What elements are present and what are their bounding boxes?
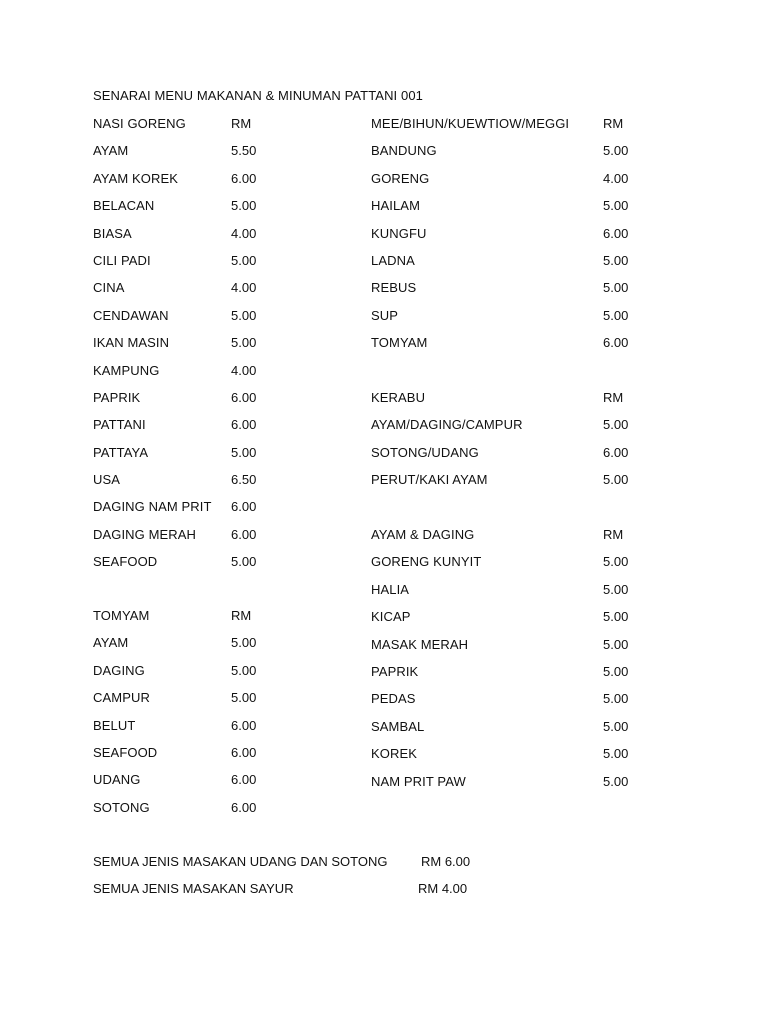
menu-item-price: 5.00 bbox=[603, 307, 629, 323]
menu-item bbox=[93, 634, 393, 661]
menu-item-price: 5.00 bbox=[231, 198, 257, 214]
menu-item bbox=[371, 334, 671, 361]
menu-item bbox=[371, 663, 671, 690]
menu-item-price: 5.00 bbox=[231, 554, 257, 570]
section-heading: KERABU bbox=[371, 390, 426, 405]
menu-item-price: 5.00 bbox=[231, 635, 257, 651]
menu-item-price: 5.00 bbox=[603, 663, 629, 679]
menu-item bbox=[93, 416, 393, 443]
menu-item-name: LADNA bbox=[371, 252, 415, 268]
menu-item-price: 5.00 bbox=[231, 252, 257, 268]
menu-item-name: UDANG bbox=[93, 772, 141, 788]
menu-item-name: SOTONG/UDANG bbox=[371, 444, 479, 460]
section-heading: AYAM & DAGING bbox=[371, 527, 475, 542]
menu-item bbox=[371, 252, 671, 279]
menu-item-name: PERUT/KAKI AYAM bbox=[371, 472, 488, 488]
menu-item-price: 6.00 bbox=[231, 499, 257, 515]
menu-item-price: 4.00 bbox=[603, 170, 629, 186]
menu-item-name: DAGING MERAH bbox=[93, 526, 197, 542]
menu-item-price: 5.00 bbox=[603, 773, 629, 789]
footer-note-price: RM 4.00 bbox=[418, 881, 468, 896]
menu-item-price: 6.00 bbox=[231, 717, 257, 733]
menu-item-name: DAGING NAM PRIT bbox=[93, 499, 212, 515]
menu-item bbox=[371, 471, 671, 498]
menu-item-name: TOMYAM bbox=[371, 335, 428, 351]
menu-item bbox=[93, 279, 393, 306]
menu-item bbox=[371, 416, 671, 443]
menu-item bbox=[93, 553, 393, 580]
menu-item-price: 5.00 bbox=[603, 198, 629, 214]
menu-item-price: 6.00 bbox=[231, 772, 257, 788]
menu-item-price: 5.00 bbox=[603, 143, 629, 159]
menu-item bbox=[371, 170, 671, 197]
menu-item-name: IKAN MASIN bbox=[93, 335, 170, 351]
menu-item-name: CINA bbox=[93, 280, 125, 296]
menu-item-name: CAMPUR bbox=[93, 690, 150, 706]
menu-item-price: 5.00 bbox=[231, 307, 257, 323]
menu-item-name: NAM PRIT PAW bbox=[371, 773, 466, 789]
section-kerabu bbox=[371, 389, 671, 499]
menu-item-price: 5.00 bbox=[603, 636, 629, 652]
menu-item-name: PATTAYA bbox=[93, 444, 149, 460]
menu-item-name: AYAM bbox=[93, 635, 129, 651]
menu-item bbox=[371, 690, 671, 717]
footer-note-label: SEMUA JENIS MASAKAN UDANG DAN SOTONG bbox=[93, 854, 388, 869]
menu-item bbox=[93, 799, 393, 826]
menu-item bbox=[371, 279, 671, 306]
menu-item bbox=[93, 362, 393, 389]
menu-item bbox=[93, 498, 393, 525]
menu-item bbox=[93, 717, 393, 744]
menu-item-name: GORENG KUNYIT bbox=[371, 554, 482, 570]
menu-item bbox=[93, 662, 393, 689]
menu-item bbox=[93, 444, 393, 471]
menu-item-name: SEAFOOD bbox=[93, 554, 158, 570]
menu-item-price: 5.00 bbox=[603, 746, 629, 762]
menu-item-name: SEAFOOD bbox=[93, 744, 158, 760]
section-header bbox=[371, 526, 671, 553]
section-header bbox=[371, 389, 671, 416]
menu-item-price: 6.00 bbox=[231, 417, 257, 433]
menu-item-price: 5.00 bbox=[603, 417, 629, 433]
section-nasi-goreng bbox=[93, 115, 393, 581]
menu-item bbox=[93, 771, 393, 798]
menu-item bbox=[93, 471, 393, 498]
menu-item-name: PAPRIK bbox=[371, 663, 419, 679]
menu-item-name: KAMPUNG bbox=[93, 362, 160, 378]
menu-item bbox=[371, 773, 671, 800]
menu-item-name: PATTANI bbox=[93, 417, 146, 433]
menu-item-name: REBUS bbox=[371, 280, 417, 296]
menu-item-price: 5.00 bbox=[603, 691, 629, 707]
menu-item bbox=[93, 225, 393, 252]
footer-note-label: SEMUA JENIS MASAKAN SAYUR bbox=[93, 881, 294, 896]
currency-label: RM bbox=[231, 608, 252, 623]
menu-item bbox=[371, 636, 671, 663]
currency-label: RM bbox=[231, 116, 252, 131]
menu-item-name: GORENG bbox=[371, 170, 430, 186]
menu-item-name: KICAP bbox=[371, 609, 411, 625]
menu-item-name: BELUT bbox=[93, 717, 136, 733]
menu-item-name: AYAM bbox=[93, 143, 129, 159]
menu-item bbox=[93, 170, 393, 197]
menu-item bbox=[371, 307, 671, 334]
menu-item-price: 6.00 bbox=[603, 225, 629, 241]
menu-item bbox=[93, 252, 393, 279]
menu-item-name: SAMBAL bbox=[371, 718, 425, 734]
menu-item-name: AYAM/DAGING/CAMPUR bbox=[371, 417, 523, 433]
menu-item-name: BIASA bbox=[93, 225, 132, 241]
menu-item bbox=[371, 608, 671, 635]
menu-item-name: BELACAN bbox=[93, 198, 155, 214]
menu-item-name: DAGING bbox=[93, 662, 145, 678]
menu-item-price: 4.00 bbox=[231, 362, 257, 378]
menu-item-price: 5.00 bbox=[603, 554, 629, 570]
menu-item bbox=[93, 526, 393, 553]
menu-item-name: SUP bbox=[371, 307, 399, 323]
menu-item-name: HAILAM bbox=[371, 198, 421, 214]
menu-item-price: 6.00 bbox=[231, 170, 257, 186]
menu-item-price: 6.00 bbox=[231, 799, 257, 815]
menu-item-price: 6.00 bbox=[603, 444, 629, 460]
footer-note-price: RM 6.00 bbox=[421, 854, 471, 869]
section-header bbox=[93, 115, 393, 142]
currency-label: RM bbox=[603, 390, 624, 405]
menu-item-price: 4.00 bbox=[231, 225, 257, 241]
menu-item-price: 4.00 bbox=[231, 280, 257, 296]
currency-label: RM bbox=[603, 116, 624, 131]
menu-item bbox=[371, 142, 671, 169]
menu-item bbox=[371, 718, 671, 745]
menu-item bbox=[93, 744, 393, 771]
menu-item-name: CENDAWAN bbox=[93, 307, 169, 323]
menu-item bbox=[93, 197, 393, 224]
menu-item-name: PEDAS bbox=[371, 691, 416, 707]
menu-item bbox=[371, 553, 671, 580]
menu-item-price: 6.00 bbox=[231, 389, 257, 405]
menu-item-name: MASAK MERAH bbox=[371, 636, 469, 652]
menu-item-name: KUNGFU bbox=[371, 225, 427, 241]
menu-item bbox=[371, 444, 671, 471]
menu-item bbox=[371, 225, 671, 252]
menu-item bbox=[371, 581, 671, 608]
menu-item-name: AYAM KOREK bbox=[93, 170, 179, 186]
menu-item bbox=[93, 334, 393, 361]
section-header bbox=[371, 115, 671, 142]
menu-item-price: 6.00 bbox=[231, 744, 257, 760]
menu-item-price: 5.00 bbox=[231, 690, 257, 706]
menu-item-price: 5.00 bbox=[603, 581, 629, 597]
section-ayam-daging bbox=[371, 526, 671, 800]
section-heading: NASI GORENG bbox=[93, 116, 186, 131]
menu-item-name: SOTONG bbox=[93, 799, 150, 815]
menu-item-price: 6.00 bbox=[231, 526, 257, 542]
page-title: SENARAI MENU MAKANAN & MINUMAN PATTANI 001 bbox=[93, 88, 423, 103]
menu-item bbox=[371, 197, 671, 224]
menu-item-name: KOREK bbox=[371, 746, 418, 762]
menu-item-price: 5.00 bbox=[603, 609, 629, 625]
menu-item-price: 6.00 bbox=[603, 335, 629, 351]
section-heading: TOMYAM bbox=[93, 608, 150, 623]
section-mee-bihun bbox=[371, 115, 671, 362]
menu-item bbox=[371, 745, 671, 772]
menu-item bbox=[93, 689, 393, 716]
menu-item-price: 5.00 bbox=[231, 335, 257, 351]
menu-item-price: 5.00 bbox=[603, 718, 629, 734]
menu-item-name: BANDUNG bbox=[371, 143, 437, 159]
menu-item-price: 5.00 bbox=[603, 252, 629, 268]
menu-item-price: 5.00 bbox=[603, 472, 629, 488]
menu-item-name: USA bbox=[93, 472, 121, 488]
menu-item-price: 5.00 bbox=[603, 280, 629, 296]
section-heading: MEE/BIHUN/KUEWTIOW/MEGGI bbox=[371, 116, 570, 131]
menu-item-name: HALIA bbox=[371, 581, 410, 597]
menu-item-price: 5.00 bbox=[231, 662, 257, 678]
menu-item-price: 5.00 bbox=[231, 444, 257, 460]
menu-item bbox=[93, 389, 393, 416]
menu-item-name: PAPRIK bbox=[93, 389, 141, 405]
menu-item-price: 6.50 bbox=[231, 472, 257, 488]
menu-item-name: CILI PADI bbox=[93, 252, 151, 268]
section-tomyam bbox=[93, 607, 393, 826]
menu-item bbox=[93, 142, 393, 169]
menu-item bbox=[93, 307, 393, 334]
section-header bbox=[93, 607, 393, 634]
currency-label: RM bbox=[603, 527, 624, 542]
menu-item-price: 5.50 bbox=[231, 143, 257, 159]
